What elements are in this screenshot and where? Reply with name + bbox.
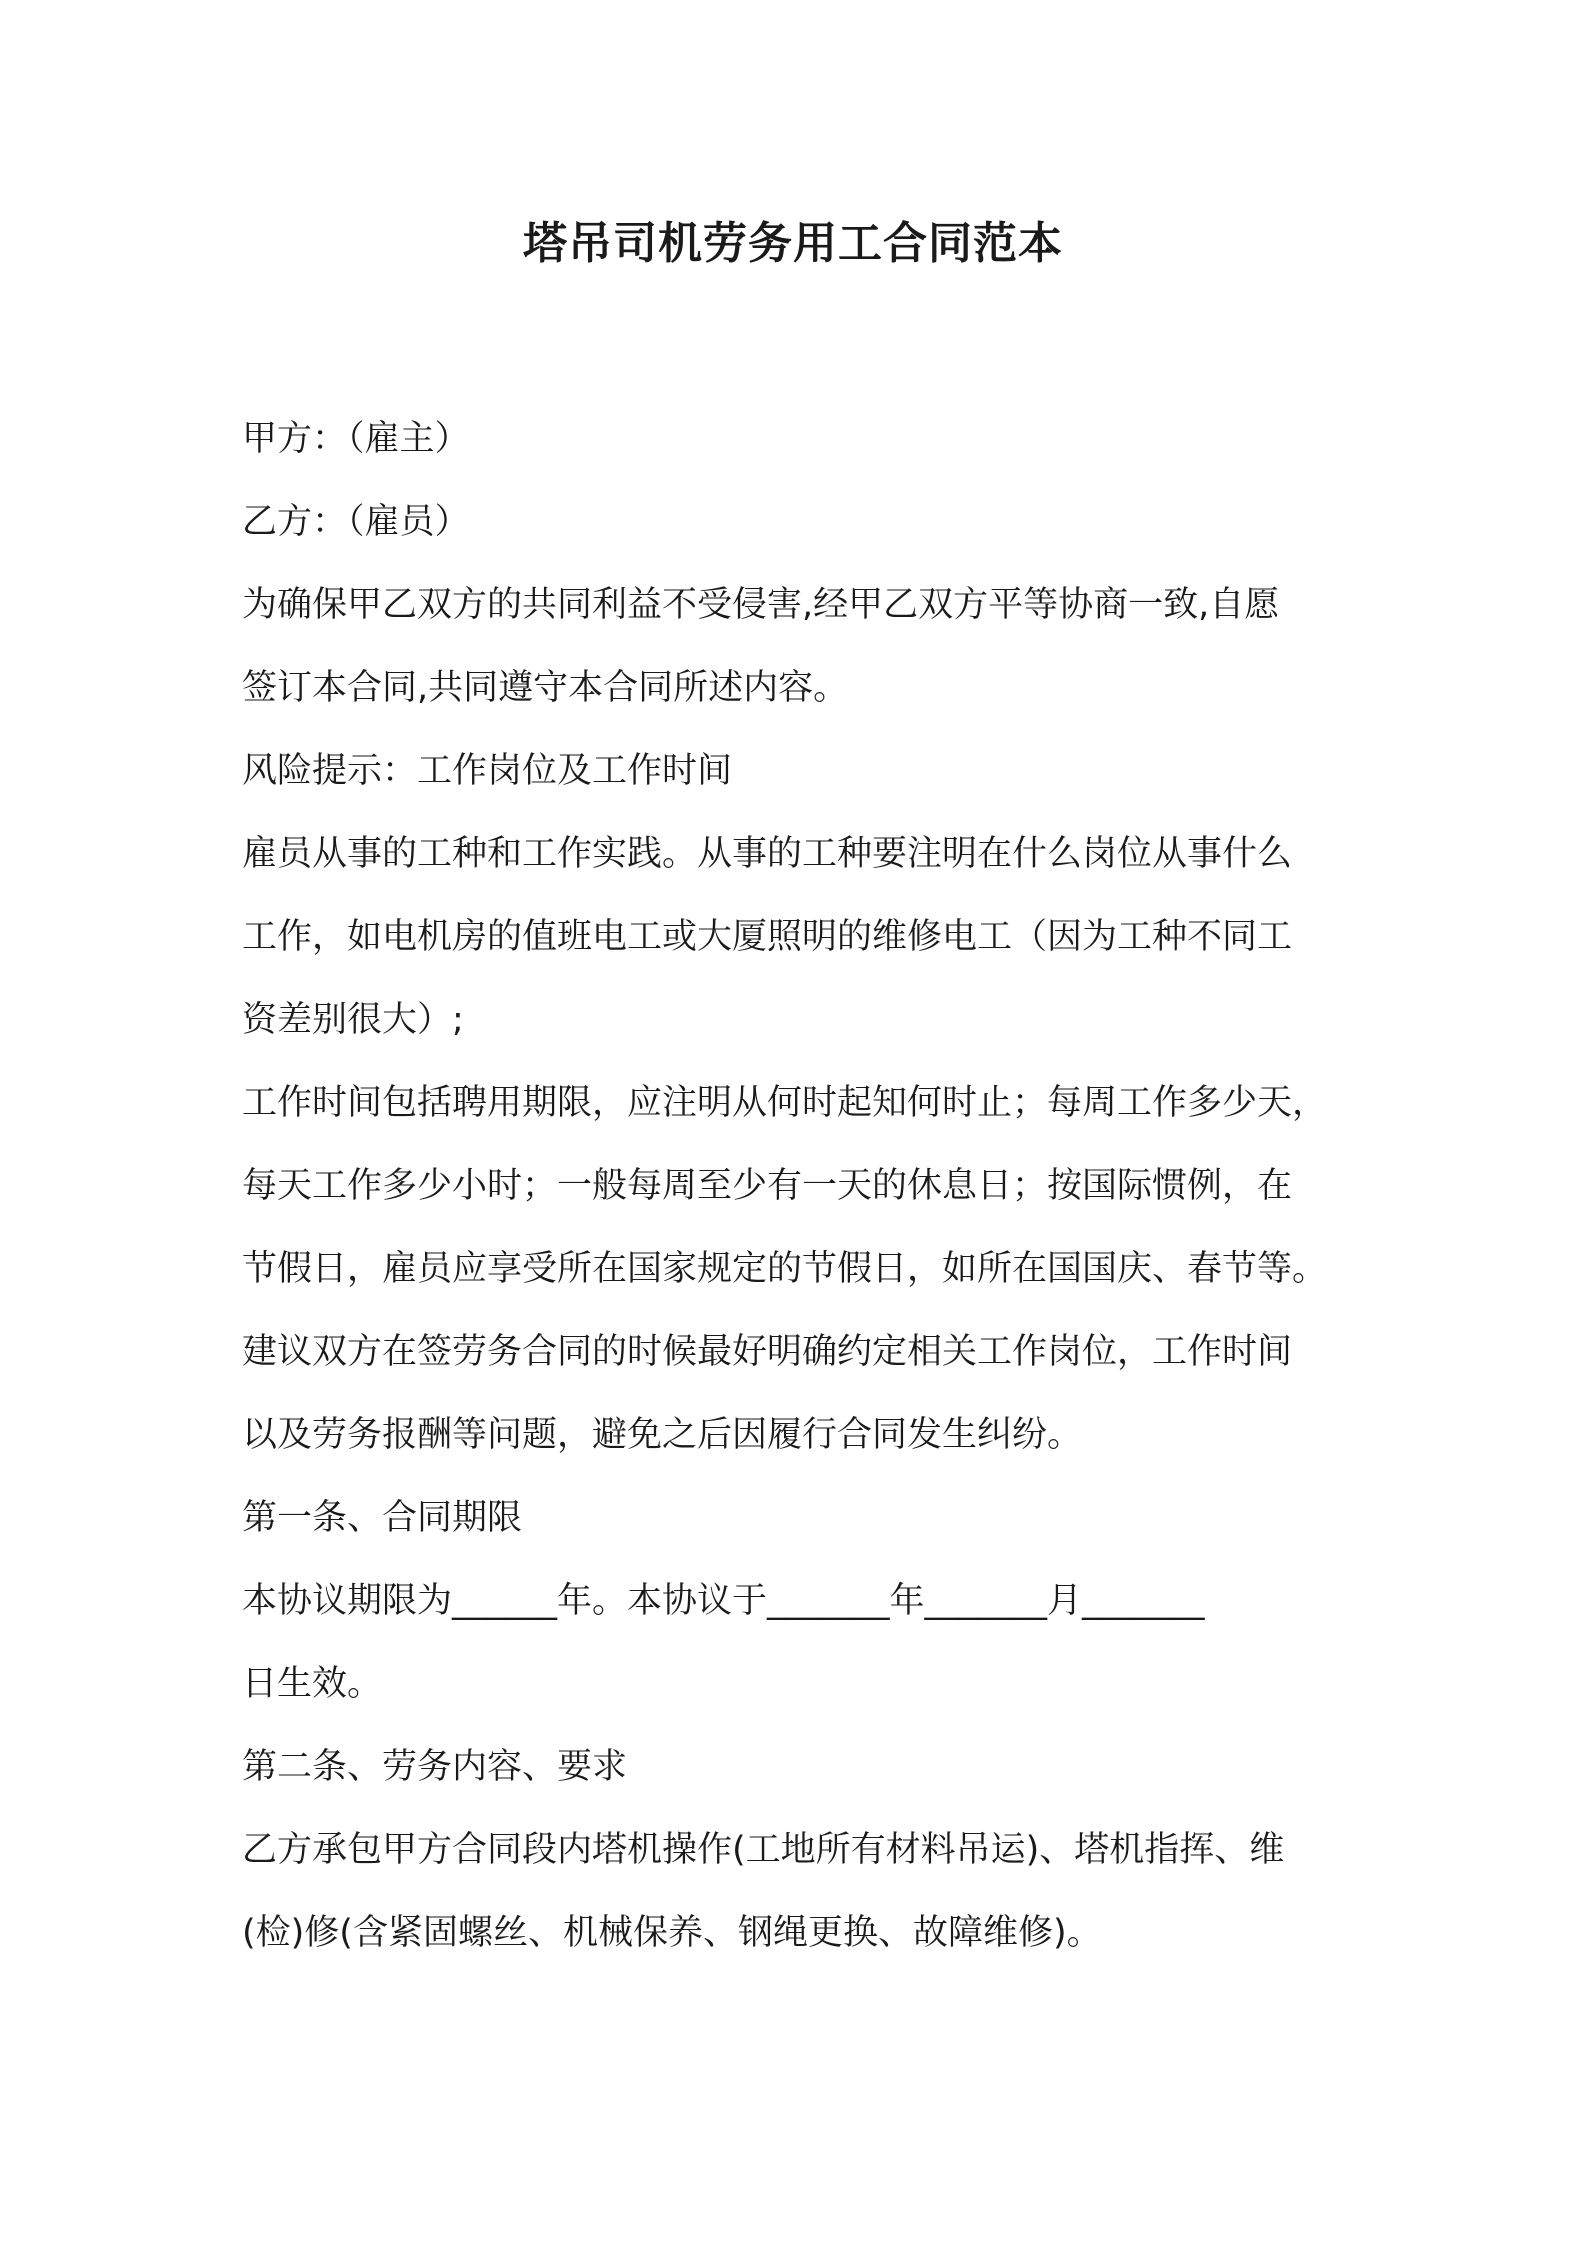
paragraph-line: 每天工作多少小时；一般每周至少有一天的休息日；按国际惯例，在 <box>242 1166 1293 1206</box>
paragraph-line: 以及劳务报酬等问题，避免之后因履行合同发生纠纷。 <box>242 1415 1083 1455</box>
party-a-line: 甲方：（雇主） <box>242 419 470 459</box>
paragraph-line: 节假日，雇员应享受所在国家规定的节假日，如所在国国庆、春节等。 <box>242 1249 1328 1289</box>
party-b-line: 乙方：（雇员） <box>242 502 470 542</box>
risk-tip-heading: 风险提示：工作岗位及工作时间 <box>242 751 733 791</box>
scope-line: (检)修(含紧固螺丝、机械保养、钢绳更换、故障维修)。 <box>242 1913 1102 1953</box>
term-line: 本协议期限为______年。本协议于_______年_______月_______ <box>242 1581 1205 1621</box>
term-line: 日生效。 <box>242 1664 383 1704</box>
paragraph-line: 工作，如电机房的值班电工或大厦照明的维修电工（因为工种不同工 <box>242 917 1293 957</box>
paragraph-line: 建议双方在签劳务合同的时候最好明确约定相关工作岗位，工作时间 <box>242 1332 1293 1372</box>
paragraph-line: 资差别很大）; <box>242 1000 464 1040</box>
article-2-heading: 第二条、劳务内容、要求 <box>242 1747 628 1787</box>
document-title: 塔吊司机劳务用工合同范本 <box>523 218 1063 269</box>
scope-line: 乙方承包甲方合同段内塔机操作(工地所有材料吊运)、塔机指挥、维 <box>242 1830 1285 1870</box>
preamble-line: 为确保甲乙双方的共同利益不受侵害,经甲乙双方平等协商一致,自愿 <box>242 585 1280 625</box>
paragraph-line: 雇员从事的工种和工作实践。从事的工种要注明在什么岗位从事什么 <box>242 834 1293 874</box>
article-1-heading: 第一条、合同期限 <box>242 1498 523 1538</box>
preamble-line: 签订本合同,共同遵守本合同所述内容。 <box>242 668 849 708</box>
paragraph-line: 工作时间包括聘用期限，应注明从何时起知何时止；每周工作多少天， <box>242 1083 1328 1123</box>
